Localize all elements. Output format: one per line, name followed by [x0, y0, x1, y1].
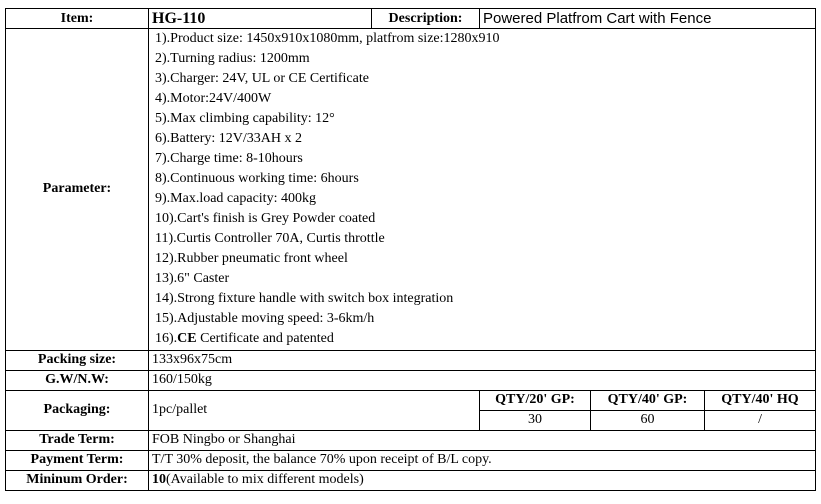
- payment-term-value: T/T 30% deposit, the balance 70% upon receipt of B/L copy.: [149, 450, 816, 470]
- packaging-value: 1pc/pallet: [149, 390, 480, 430]
- trade-term-value: FOB Ningbo or Shanghai: [149, 430, 816, 450]
- param-line: 8).Continuous working time: 6hours: [155, 171, 359, 187]
- param-line: 3).Charger: 24V, UL or CE Certificate: [155, 71, 369, 87]
- param-line: 7).Charge time: 8-10hours: [155, 151, 303, 167]
- param-line: 9).Max.load capacity: 400kg: [155, 191, 316, 207]
- parameter-list: [149, 29, 816, 351]
- weight-row: [6, 370, 816, 390]
- qty-40hq-value: /: [705, 410, 816, 430]
- param-line: 2).Turning radius: 1200mm: [155, 51, 310, 67]
- param-line: 15).Adjustable moving speed: 3-6km/h: [155, 311, 375, 327]
- ce-mark-text: CE: [177, 331, 197, 347]
- packaging-label: Packaging:: [6, 390, 149, 430]
- param-line: 12).Rubber pneumatic front wheel: [155, 251, 348, 267]
- minimum-order-qty: 10: [152, 472, 166, 488]
- weight-label: G.W/N.W:: [6, 370, 149, 390]
- packaging-row: [6, 390, 816, 410]
- trade-term-label: Trade Term:: [6, 430, 149, 450]
- parameter-row: [6, 29, 816, 351]
- payment-term-row: [6, 450, 816, 470]
- param-line: 13).6" Caster: [155, 271, 230, 287]
- item-value: HG-110: [149, 9, 372, 29]
- param-line: 10).Cart's finish is Grey Powder coated: [155, 211, 376, 227]
- param-line-rest: Certificate and patented: [196, 331, 334, 347]
- qty-40gp-value: 60: [591, 410, 705, 430]
- packing-size-row: [6, 350, 816, 370]
- param-line: 11).Curtis Controller 70A, Curtis throttle: [155, 231, 385, 247]
- qty-40gp-header: QTY/40' GP:: [591, 390, 705, 410]
- param-line-prefix: 16).: [155, 331, 178, 347]
- payment-term-label: Payment Term:: [6, 450, 149, 470]
- param-line: 4).Motor:24V/400W: [155, 91, 272, 107]
- qty-20gp-value: 30: [480, 410, 591, 430]
- packing-size-label: Packing size:: [6, 350, 149, 370]
- parameter-label: Parameter:: [6, 29, 149, 351]
- qty-20gp-header: QTY/20' GP:: [480, 390, 591, 410]
- item-row: [6, 9, 816, 29]
- trade-term-row: [6, 430, 816, 450]
- spec-table: [5, 8, 816, 491]
- weight-value: 160/150kg: [149, 370, 816, 390]
- minimum-order-row: [6, 470, 816, 490]
- description-value: Powered Platfrom Cart with Fence: [480, 9, 816, 29]
- qty-40hq-header: QTY/40' HQ: [705, 390, 816, 410]
- minimum-order-value: [149, 470, 816, 490]
- param-line-ce: [152, 329, 812, 349]
- minimum-order-label: Mininum Order:: [6, 470, 149, 490]
- param-line: 6).Battery: 12V/33AH x 2: [155, 131, 302, 147]
- param-line: 14).Strong fixture handle with switch box integration: [155, 291, 454, 307]
- packing-size-value: 133x96x75cm: [149, 350, 816, 370]
- minimum-order-note: (Available to mix different models): [166, 472, 364, 488]
- param-line: 5).Max climbing capability: 12°: [155, 111, 335, 127]
- description-label: Description:: [372, 9, 480, 29]
- param-line: 1).Product size: 1450x910x1080mm, platfrom size:1280x910: [155, 31, 500, 47]
- item-label: Item:: [6, 9, 149, 29]
